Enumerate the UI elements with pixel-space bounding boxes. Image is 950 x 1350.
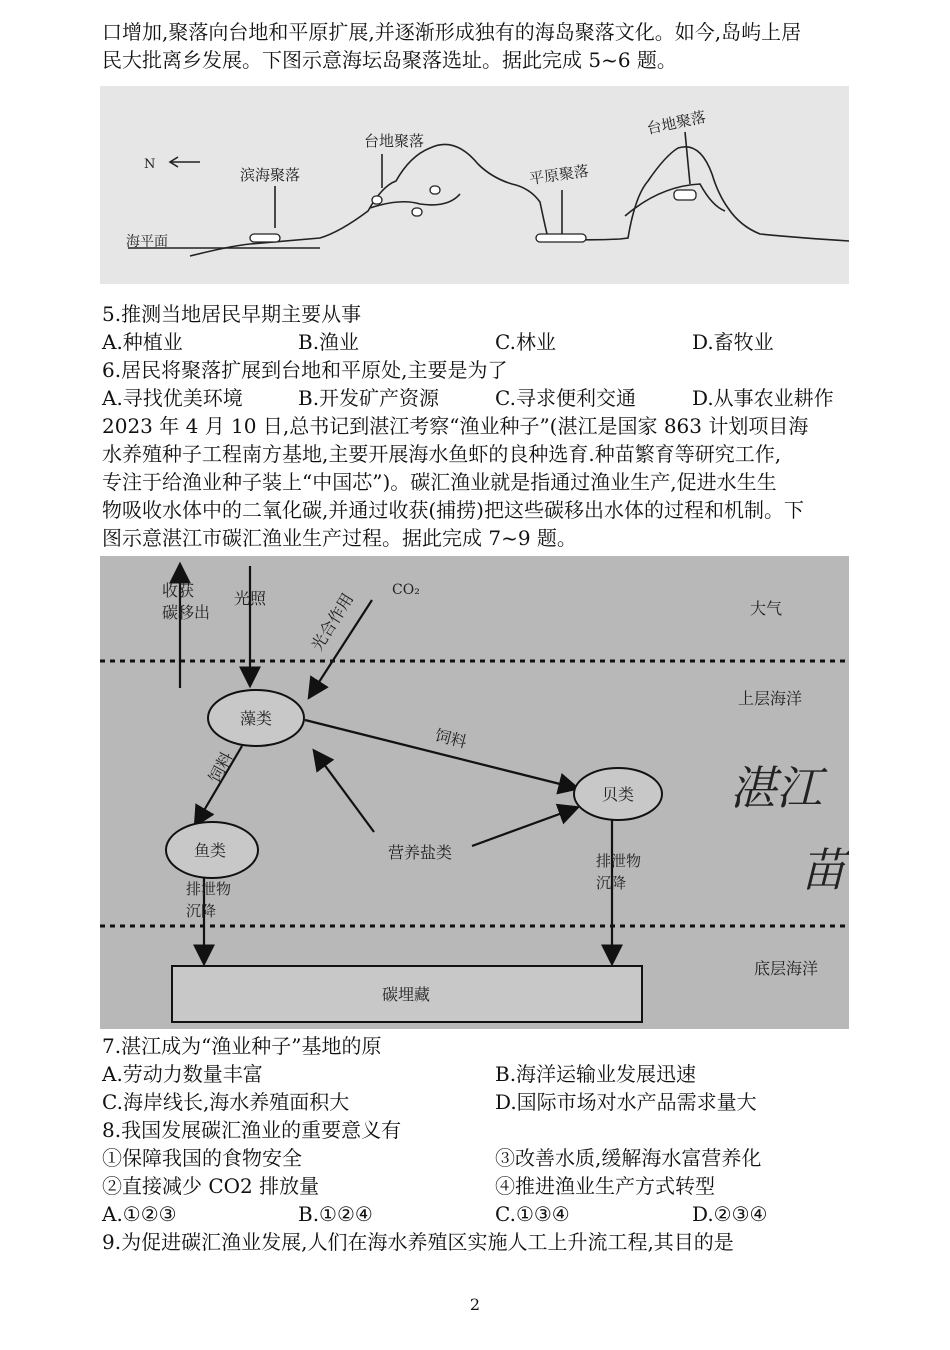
terrace1-house-b bbox=[430, 186, 440, 194]
co2-label: CO₂ bbox=[392, 582, 420, 598]
upper-ocean-label: 上层海洋 bbox=[738, 689, 803, 708]
terrace1-house-c bbox=[412, 208, 422, 216]
q7-option-a: A.劳动力数量丰富 bbox=[102, 1062, 263, 1086]
carbon-burial-label: 碳埋藏 bbox=[382, 985, 431, 1004]
q8-option-a: A.①②③ bbox=[102, 1202, 177, 1226]
harvest-label-line-1: 收获 bbox=[162, 581, 195, 600]
terrace1-house-a bbox=[372, 196, 382, 204]
settlement-figure bbox=[100, 86, 849, 284]
carbon-sink-diagram bbox=[100, 556, 849, 1029]
plain-settlement-label: 平原聚落 bbox=[528, 161, 590, 188]
terrace-settlement-label-2: 台地聚落 bbox=[645, 107, 708, 138]
shellfish-excretion-label-1: 排泄物 bbox=[596, 852, 642, 870]
light-label: 光照 bbox=[234, 589, 267, 608]
plain-houses bbox=[536, 234, 586, 242]
q8-option-b: B.①②④ bbox=[298, 1202, 373, 1226]
q8-statement-3: ③改善水质,缓解海水富营养化 bbox=[495, 1146, 762, 1170]
q5-option-b: B.渔业 bbox=[298, 330, 360, 354]
bottom-ocean-label: 底层海洋 bbox=[754, 959, 819, 978]
passage2-line-5: 图示意湛江市碳汇渔业生产过程。据此完成 7~9 题。 bbox=[102, 526, 577, 550]
handwriting-zhanjiang: 湛江 bbox=[730, 761, 822, 815]
question-7-stem: 7.湛江成为“渔业种子”基地的原 bbox=[102, 1034, 382, 1058]
north-label: N bbox=[144, 157, 156, 172]
intro-line-1: 口增加,聚落向台地和平原扩展,并逐渐形成独有的海岛聚落文化。如今,岛屿上居 bbox=[102, 20, 802, 44]
q6-option-c: C.寻求便利交通 bbox=[495, 386, 636, 410]
q8-statement-1: ①保障我国的食物安全 bbox=[102, 1146, 302, 1170]
terrace2-pointer bbox=[685, 132, 690, 184]
terrace-settlement-label-1: 台地聚落 bbox=[364, 132, 425, 150]
passage2-line-2: 水养殖种子工程南方基地,主要开展海水鱼虾的良种选育.种苗繁育等研究工作, bbox=[102, 442, 782, 466]
photosynthesis-label: 光合作用 bbox=[307, 589, 358, 655]
shellfish-excretion-label-2: 沉降 bbox=[596, 874, 627, 892]
q6-option-a: A.寻找优美环境 bbox=[102, 386, 243, 410]
q5-option-d: D.畜牧业 bbox=[692, 330, 774, 354]
shellfish-label: 贝类 bbox=[602, 785, 635, 804]
nutrients-to-algae-arrow bbox=[315, 752, 374, 832]
terrace-contour-1 bbox=[370, 194, 460, 208]
q6-option-d: D.从事农业耕作 bbox=[692, 386, 834, 410]
q6-option-b: B.开发矿产资源 bbox=[298, 386, 440, 410]
passage2-line-3: 专注于给渔业种子装上“中国芯”)。碳汇渔业就是指通过渔业生产,促进水生生 bbox=[102, 470, 777, 494]
sea-level-label: 海平面 bbox=[126, 234, 168, 250]
q8-option-c: C.①③④ bbox=[495, 1202, 570, 1226]
q8-option-d: D.②③④ bbox=[692, 1202, 768, 1226]
fish-excretion-label-1: 排泄物 bbox=[186, 880, 232, 898]
question-5-stem: 5.推测当地居民早期主要从事 bbox=[102, 302, 362, 326]
terrace2-houses bbox=[674, 190, 696, 200]
fish-excretion-label-2: 沉降 bbox=[186, 902, 217, 920]
feed-label-2: 饲料 bbox=[204, 748, 237, 786]
q8-statement-2: ②直接减少 CO2 排放量 bbox=[102, 1174, 320, 1198]
q5-option-a: A.种植业 bbox=[102, 330, 183, 354]
coastal-settlement-label: 滨海聚落 bbox=[240, 166, 301, 184]
intro-line-2: 民大批离乡发展。下图示意海坛岛聚落选址。据此完成 5~6 题。 bbox=[102, 48, 677, 72]
terrace-contour-2 bbox=[625, 184, 725, 216]
settlement-cross-section bbox=[100, 86, 849, 284]
terrain-profile bbox=[190, 144, 849, 256]
question-6-stem: 6.居民将聚落扩展到台地和平原处,主要是为了 bbox=[102, 358, 508, 382]
q5-option-c: C.林业 bbox=[495, 330, 556, 354]
page-number: 2 bbox=[469, 1295, 481, 1314]
handwriting-miao: 苗 bbox=[800, 843, 846, 897]
fish-label: 鱼类 bbox=[194, 841, 227, 860]
algae-label: 藻类 bbox=[240, 709, 273, 728]
question-8-stem: 8.我国发展碳汇渔业的重要意义有 bbox=[102, 1118, 402, 1142]
passage2-line-4: 物吸收水体中的二氧化碳,并通过收获(捕捞)把这些碳移出水体的过程和机制。下 bbox=[102, 498, 804, 522]
harvest-label-line-2: 碳移出 bbox=[162, 603, 211, 622]
q7-option-c: C.海岸线长,海水养殖面积大 bbox=[102, 1090, 350, 1114]
atmosphere-label: 大气 bbox=[750, 599, 783, 618]
q7-option-d: D.国际市场对水产品需求量大 bbox=[495, 1090, 757, 1114]
q7-option-b: B.海洋运输业发展迅速 bbox=[495, 1062, 697, 1086]
feed-label-1: 饲料 bbox=[433, 725, 469, 752]
passage2-line-1: 2023 年 4 月 10 日,总书记到湛江考察“渔业种子”(湛江是国家 863 计划项目海 bbox=[102, 414, 809, 438]
nutrients-to-shellfish-arrow bbox=[472, 808, 576, 846]
coastal-houses bbox=[250, 234, 280, 242]
question-9-stem: 9.为促进碳汇渔业发展,人们在海水养殖区实施人工上升流工程,其目的是 bbox=[102, 1230, 734, 1254]
carbon-sink-figure bbox=[100, 556, 849, 1029]
q8-statement-4: ④推进渔业生产方式转型 bbox=[495, 1174, 715, 1198]
nutrients-label: 营养盐类 bbox=[388, 843, 453, 862]
